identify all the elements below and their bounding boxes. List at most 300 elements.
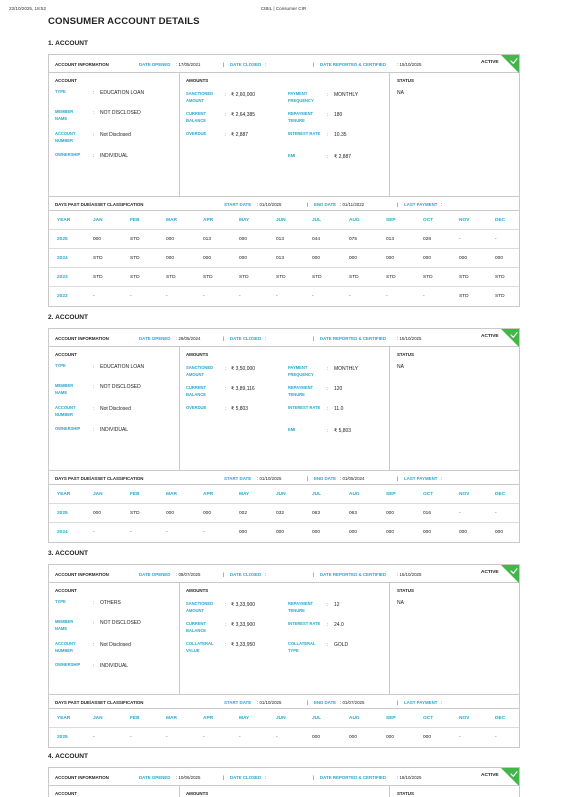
divider: | bbox=[313, 335, 315, 341]
dpd-month-label: MAR bbox=[166, 492, 177, 497]
dpd-cell: 000 bbox=[166, 511, 175, 516]
amount-label: SANCTIONED AMOUNT bbox=[186, 91, 214, 104]
dpd-cell: 032 bbox=[276, 511, 285, 516]
dpd-title: DAYS PAST DUE/ASSET CLASSIFICATION bbox=[55, 201, 144, 207]
account-info-bar bbox=[49, 55, 519, 73]
amount-label: REPAYMENT TENURE bbox=[288, 385, 314, 398]
dpd-title: DAYS PAST DUE/ASSET CLASSIFICATION bbox=[55, 699, 144, 705]
dpd-year: 2023 bbox=[57, 275, 68, 280]
divider: | bbox=[223, 335, 225, 341]
field-colon: : bbox=[225, 92, 227, 97]
dpd-cell: STD bbox=[203, 275, 213, 280]
amounts-column-title: AMOUNTS bbox=[186, 791, 209, 796]
amount-label: OVERDUE bbox=[186, 405, 207, 410]
dpd-header bbox=[49, 695, 519, 709]
dpd-cell: - bbox=[130, 294, 132, 299]
dpd-month-label: AUG bbox=[349, 716, 360, 721]
divider: | bbox=[223, 61, 225, 67]
type-value: EDUCATION LOAN bbox=[100, 90, 145, 96]
column-divider bbox=[389, 347, 390, 470]
amount-value: 24.0 bbox=[334, 622, 344, 628]
dpd-month-label: FEB bbox=[130, 218, 140, 223]
amount-label: OVERDUE bbox=[186, 131, 207, 136]
dpd-cell: - bbox=[166, 530, 168, 535]
dpd-month-label: SEP bbox=[386, 218, 396, 223]
dpd-cell: - bbox=[239, 735, 241, 740]
divider: | bbox=[397, 699, 399, 705]
account-number-value: Not Disclosed bbox=[100, 132, 131, 138]
dpd-month-label: NOV bbox=[459, 492, 470, 497]
dpd-cell: 000 bbox=[93, 237, 102, 242]
dpd-cell: 000 bbox=[349, 256, 358, 261]
column-divider bbox=[389, 583, 390, 694]
dpd-cell: - bbox=[312, 294, 314, 299]
field-colon: : bbox=[93, 364, 95, 369]
date-closed-label: DATE CLOSED bbox=[230, 571, 262, 577]
dpd-month-header bbox=[49, 211, 519, 230]
dpd-cell: - bbox=[276, 735, 278, 740]
dpd-cell: STD bbox=[93, 275, 103, 280]
account-section-heading: 4. ACCOUNT bbox=[48, 753, 89, 760]
dpd-cell: STD bbox=[130, 237, 140, 242]
amount-value: 10.35 bbox=[334, 132, 347, 138]
field-colon: : bbox=[93, 620, 95, 625]
dpd-cell: 000 bbox=[386, 511, 395, 516]
status-badge: ACTIVE bbox=[481, 773, 499, 778]
divider: | bbox=[397, 201, 399, 207]
amount-label: PAYMENT FREQUENCY bbox=[288, 365, 314, 378]
account-section-heading: 1. ACCOUNT bbox=[48, 40, 89, 47]
dpd-cell: 000 bbox=[239, 237, 248, 242]
dpd-month-label: DEC bbox=[495, 218, 506, 223]
date-opened-label: DATE OPENED bbox=[139, 61, 171, 67]
dpd-cell: - bbox=[276, 294, 278, 299]
active-check-icon bbox=[501, 768, 519, 786]
dpd-cell: 000 bbox=[386, 256, 395, 261]
amount-label: EMI bbox=[288, 153, 296, 158]
field-colon: : bbox=[225, 406, 227, 411]
column-divider bbox=[179, 73, 180, 196]
field-colon: : bbox=[93, 642, 95, 647]
field-colon: : bbox=[93, 600, 95, 605]
divider: | bbox=[307, 201, 309, 207]
amount-value: ₹ 5,803 bbox=[231, 406, 249, 412]
field-colon: : bbox=[225, 386, 227, 391]
date-reported-label: DATE REPORTED & CERTIFIED bbox=[320, 335, 387, 341]
account-card bbox=[48, 767, 520, 797]
amount-label: EMI bbox=[288, 427, 296, 432]
dpd-month-label: FEB bbox=[130, 716, 140, 721]
amount-value: GOLD bbox=[334, 642, 349, 648]
date-closed-value: : bbox=[265, 61, 267, 67]
date-reported-value: : 15/10/2025 bbox=[397, 571, 422, 577]
dpd-row bbox=[49, 287, 519, 306]
dpd-year: 2025 bbox=[57, 735, 68, 740]
field-colon: : bbox=[327, 602, 329, 607]
date-reported-label: DATE REPORTED & CERTIFIED bbox=[320, 571, 387, 577]
dpd-cell: 000 bbox=[349, 735, 358, 740]
dpd-cell: - bbox=[495, 511, 497, 516]
column-divider bbox=[389, 786, 390, 797]
dpd-row bbox=[49, 249, 519, 268]
amount-value: ₹ 3,33,950 bbox=[231, 642, 256, 648]
active-check-icon bbox=[501, 329, 519, 347]
field-colon: : bbox=[225, 622, 227, 627]
divider: | bbox=[223, 571, 225, 577]
member-name-value: NOT DISCLOSED bbox=[100, 620, 141, 626]
dpd-month-label: SEP bbox=[386, 716, 396, 721]
dpd-cell: 000 bbox=[166, 256, 175, 261]
dpd-header bbox=[49, 471, 519, 485]
dpd-cell: 000 bbox=[93, 511, 102, 516]
account-info-bar bbox=[49, 329, 519, 347]
field-colon: : bbox=[327, 406, 329, 411]
amount-label: COLLATERAL TYPE bbox=[288, 641, 316, 654]
dpd-cell: 075 bbox=[349, 237, 358, 242]
field-colon: : bbox=[93, 132, 95, 137]
dpd-month-label: OCT bbox=[423, 218, 434, 223]
dpd-month-label: YEAR bbox=[57, 492, 71, 497]
date-closed-label: DATE CLOSED bbox=[230, 61, 262, 67]
status-value: NA bbox=[397, 600, 404, 606]
divider: | bbox=[307, 699, 309, 705]
field-colon: : bbox=[327, 132, 329, 137]
dpd-month-label: APR bbox=[203, 492, 214, 497]
dpd-cell: 013 bbox=[276, 237, 285, 242]
dpd-cell: - bbox=[495, 237, 497, 242]
dpd-month-label: JAN bbox=[93, 492, 103, 497]
dpd-cell: - bbox=[423, 294, 425, 299]
date-reported-label: DATE REPORTED & CERTIFIED bbox=[320, 774, 387, 780]
dpd-month-label: AUG bbox=[349, 492, 360, 497]
dpd-cell: - bbox=[130, 530, 132, 535]
dpd-cell: 063 bbox=[312, 511, 321, 516]
end-date-value: : 01/05/2024 bbox=[340, 475, 365, 481]
account-section-heading: 3. ACCOUNT bbox=[48, 550, 89, 557]
dpd-cell: 000 bbox=[203, 511, 212, 516]
account-number-label: ACCOUNT NUMBER bbox=[55, 405, 76, 418]
dpd-cell: STD bbox=[130, 511, 140, 516]
end-date-value: : 01/07/2025 bbox=[340, 699, 365, 705]
dpd-cell: - bbox=[349, 294, 351, 299]
dpd-month-label: APR bbox=[203, 218, 214, 223]
type-label: TYPE bbox=[55, 89, 66, 94]
dpd-month-label: APR bbox=[203, 716, 214, 721]
dpd-month-label: MAR bbox=[166, 716, 177, 721]
last-payment-label: LAST PAYMENT bbox=[404, 201, 438, 207]
dpd-month-label: JUL bbox=[312, 492, 322, 497]
date-opened-value: : 10/06/2025 bbox=[176, 774, 201, 780]
divider: | bbox=[313, 774, 315, 780]
start-date-value: : 01/10/2025 bbox=[257, 201, 282, 207]
dpd-cell: STD bbox=[93, 256, 103, 261]
dpd-cell: STD bbox=[495, 275, 505, 280]
active-check-icon bbox=[501, 55, 519, 73]
dpd-row bbox=[49, 728, 519, 747]
amount-label: CURRENT BALANCE bbox=[186, 385, 207, 398]
dpd-month-label: SEP bbox=[386, 492, 396, 497]
dpd-month-label: JUL bbox=[312, 716, 322, 721]
field-colon: : bbox=[93, 110, 95, 115]
dpd-cell: 000 bbox=[239, 256, 248, 261]
date-opened-label: DATE OPENED bbox=[139, 335, 171, 341]
active-check-icon bbox=[501, 565, 519, 583]
page-title: CONSUMER ACCOUNT DETAILS bbox=[48, 16, 200, 27]
amount-value: ₹ 2,887 bbox=[334, 154, 352, 160]
dpd-month-header bbox=[49, 709, 519, 728]
status-value: NA bbox=[397, 364, 404, 370]
dpd-cell: - bbox=[386, 294, 388, 299]
amount-label: REPAYMENT TENURE bbox=[288, 111, 314, 124]
print-header bbox=[9, 6, 558, 14]
last-payment-label: LAST PAYMENT bbox=[404, 475, 438, 481]
column-divider bbox=[179, 583, 180, 694]
date-opened-label: DATE OPENED bbox=[139, 571, 171, 577]
dpd-month-label: OCT bbox=[423, 492, 434, 497]
dpd-cell: 000 bbox=[423, 530, 432, 535]
dpd-title: DAYS PAST DUE/ASSET CLASSIFICATION bbox=[55, 475, 144, 481]
start-date-label: START DATE bbox=[224, 475, 252, 481]
dpd-cell: STD bbox=[459, 275, 469, 280]
account-information-label: ACCOUNT INFORMATION bbox=[55, 61, 109, 67]
amounts-column-title: AMOUNTS bbox=[186, 588, 209, 593]
dpd-cell: 000 bbox=[423, 735, 432, 740]
start-date-label: START DATE bbox=[224, 699, 252, 705]
dpd-cell: 000 bbox=[386, 530, 395, 535]
status-value: NA bbox=[397, 90, 404, 96]
field-colon: : bbox=[93, 384, 95, 389]
dpd-header bbox=[49, 197, 519, 211]
dpd-cell: - bbox=[459, 735, 461, 740]
amount-value: ₹ 2,887 bbox=[231, 132, 249, 138]
dpd-cell: 000 bbox=[495, 530, 504, 535]
dpd-cell: 044 bbox=[312, 237, 321, 242]
dpd-cell: 000 bbox=[423, 256, 432, 261]
dpd-cell: 002 bbox=[239, 511, 248, 516]
status-badge: ACTIVE bbox=[481, 60, 499, 65]
dpd-cell: STD bbox=[239, 275, 249, 280]
dpd-row bbox=[49, 523, 519, 542]
field-colon: : bbox=[225, 602, 227, 607]
account-information-label: ACCOUNT INFORMATION bbox=[55, 774, 109, 780]
dpd-cell: STD bbox=[166, 275, 176, 280]
dpd-cell: - bbox=[495, 735, 497, 740]
dpd-cell: STD bbox=[386, 275, 396, 280]
member-name-label: MEMBER NAME bbox=[55, 383, 74, 396]
dpd-month-label: FEB bbox=[130, 492, 140, 497]
dpd-month-label: JUN bbox=[276, 218, 286, 223]
last-payment-value: : bbox=[441, 699, 443, 705]
dpd-month-label: JUL bbox=[312, 218, 322, 223]
start-date-value: : 01/10/2025 bbox=[257, 699, 282, 705]
dpd-cell: STD bbox=[312, 275, 322, 280]
amount-label: CURRENT BALANCE bbox=[186, 111, 207, 124]
dpd-cell: STD bbox=[495, 294, 505, 299]
ownership-value: INDIVIDUAL bbox=[100, 427, 129, 433]
dpd-cell: 000 bbox=[312, 530, 321, 535]
dpd-month-label: YEAR bbox=[57, 716, 71, 721]
dpd-cell: 028 bbox=[423, 237, 432, 242]
dpd-cell: - bbox=[459, 511, 461, 516]
dpd-month-label: DEC bbox=[495, 716, 506, 721]
print-page-title: CIBIL | Consumer CIR bbox=[260, 6, 307, 11]
amount-value: ₹ 3,33,900 bbox=[231, 602, 256, 608]
account-details bbox=[49, 347, 519, 471]
column-divider bbox=[179, 786, 180, 797]
account-details bbox=[49, 786, 519, 797]
dpd-cell: 000 bbox=[312, 256, 321, 261]
date-closed-value: : bbox=[265, 571, 267, 577]
dpd-cell: 013 bbox=[203, 237, 212, 242]
amount-value: 180 bbox=[334, 112, 343, 118]
dpd-month-label: MAY bbox=[239, 218, 250, 223]
print-timestamp: 23/10/2025, 18:52 bbox=[9, 6, 47, 11]
amount-label: SANCTIONED AMOUNT bbox=[186, 365, 214, 378]
dpd-month-label: NOV bbox=[459, 716, 470, 721]
dpd-cell: STD bbox=[130, 275, 140, 280]
dpd-cell: 000 bbox=[495, 256, 504, 261]
dpd-cell: - bbox=[93, 735, 95, 740]
amount-label: CURRENT BALANCE bbox=[186, 621, 207, 634]
dpd-cell: 000 bbox=[239, 530, 248, 535]
amount-value: ₹ 3,89,116 bbox=[231, 386, 255, 392]
divider: | bbox=[313, 571, 315, 577]
last-payment-label: LAST PAYMENT bbox=[404, 699, 438, 705]
member-name-value: NOT DISCLOSED bbox=[100, 384, 141, 390]
amount-value: MONTHLY bbox=[334, 92, 359, 98]
field-colon: : bbox=[327, 386, 329, 391]
status-badge: ACTIVE bbox=[481, 334, 499, 339]
dpd-cell: 000 bbox=[459, 256, 468, 261]
amount-value: 11.0 bbox=[334, 406, 344, 412]
last-payment-value: : bbox=[441, 201, 443, 207]
dpd-month-label: MAY bbox=[239, 492, 250, 497]
amount-value: MONTHLY bbox=[334, 366, 359, 372]
type-label: TYPE bbox=[55, 599, 66, 604]
account-card bbox=[48, 564, 520, 748]
dpd-year: 2024 bbox=[57, 256, 68, 261]
amount-value: ₹ 2,60,000 bbox=[231, 92, 256, 98]
ownership-label: OWNERSHIP bbox=[55, 152, 81, 157]
end-date-label: END DATE bbox=[314, 201, 337, 207]
field-colon: : bbox=[93, 406, 95, 411]
field-colon: : bbox=[225, 366, 227, 371]
field-colon: : bbox=[225, 112, 227, 117]
dpd-cell: 000 bbox=[312, 735, 321, 740]
field-colon: : bbox=[225, 642, 227, 647]
end-date-label: END DATE bbox=[314, 699, 337, 705]
dpd-month-label: JUN bbox=[276, 492, 286, 497]
dpd-cell: 000 bbox=[203, 256, 212, 261]
dpd-cell: - bbox=[93, 294, 95, 299]
amounts-column-title: AMOUNTS bbox=[186, 78, 209, 83]
amount-label: COLLATERAL VALUE bbox=[186, 641, 214, 654]
status-column-title: STATUS bbox=[397, 78, 414, 83]
dpd-cell: 000 bbox=[459, 530, 468, 535]
field-colon: : bbox=[93, 427, 95, 432]
dpd-cell: - bbox=[93, 530, 95, 535]
dpd-month-label: AUG bbox=[349, 218, 360, 223]
dpd-year: 2022 bbox=[57, 294, 68, 299]
type-label: TYPE bbox=[55, 363, 66, 368]
account-info-bar bbox=[49, 768, 519, 786]
dpd-cell: STD bbox=[423, 275, 433, 280]
start-date-label: START DATE bbox=[224, 201, 252, 207]
dpd-row bbox=[49, 230, 519, 249]
field-colon: : bbox=[327, 112, 329, 117]
dpd-cell: - bbox=[203, 530, 205, 535]
dpd-year: 2025 bbox=[57, 511, 68, 516]
account-card bbox=[48, 54, 520, 307]
status-column-title: STATUS bbox=[397, 791, 414, 796]
status-column-title: STATUS bbox=[397, 352, 414, 357]
amount-value: ₹ 3,50,000 bbox=[231, 366, 256, 372]
divider: | bbox=[223, 774, 225, 780]
dpd-month-label: YEAR bbox=[57, 218, 71, 223]
field-colon: : bbox=[225, 132, 227, 137]
divider: | bbox=[397, 475, 399, 481]
dpd-month-label: MAR bbox=[166, 218, 177, 223]
status-badge: ACTIVE bbox=[481, 570, 499, 575]
field-colon: : bbox=[327, 366, 329, 371]
dpd-cell: - bbox=[166, 735, 168, 740]
ownership-value: INDIVIDUAL bbox=[100, 153, 129, 159]
dpd-year: 2024 bbox=[57, 530, 68, 535]
dpd-month-label: JUN bbox=[276, 716, 286, 721]
date-opened-value: : 08/07/2025 bbox=[176, 571, 201, 577]
member-name-value: NOT DISCLOSED bbox=[100, 110, 141, 116]
dpd-cell: STD bbox=[459, 294, 469, 299]
account-section-heading: 2. ACCOUNT bbox=[48, 314, 89, 321]
divider: | bbox=[307, 475, 309, 481]
account-info-bar bbox=[49, 565, 519, 583]
dpd-month-label: JAN bbox=[93, 716, 103, 721]
dpd-cell: STD bbox=[276, 275, 286, 280]
account-details bbox=[49, 583, 519, 695]
date-opened-value: : 29/05/2024 bbox=[176, 335, 201, 341]
ownership-value: INDIVIDUAL bbox=[100, 663, 129, 669]
status-column-title: STATUS bbox=[397, 588, 414, 593]
field-colon: : bbox=[327, 154, 329, 159]
amount-label: PAYMENT FREQUENCY bbox=[288, 91, 314, 104]
amount-label: INTEREST RATE bbox=[288, 405, 321, 410]
amount-label: REPAYMENT TENURE bbox=[288, 601, 314, 614]
date-closed-label: DATE CLOSED bbox=[230, 335, 262, 341]
field-colon: : bbox=[327, 642, 329, 647]
dpd-month-label: DEC bbox=[495, 492, 506, 497]
account-information-label: ACCOUNT INFORMATION bbox=[55, 571, 109, 577]
member-name-label: MEMBER NAME bbox=[55, 109, 74, 122]
dpd-cell: - bbox=[130, 735, 132, 740]
dpd-cell: 000 bbox=[166, 237, 175, 242]
end-date-label: END DATE bbox=[314, 475, 337, 481]
dpd-cell: 000 bbox=[386, 735, 395, 740]
dpd-cell: 013 bbox=[386, 237, 395, 242]
date-reported-label: DATE REPORTED & CERTIFIED bbox=[320, 61, 387, 67]
field-colon: : bbox=[327, 622, 329, 627]
field-colon: : bbox=[93, 153, 95, 158]
dpd-year: 2025 bbox=[57, 237, 68, 242]
ownership-label: OWNERSHIP bbox=[55, 426, 81, 431]
dpd-month-label: JAN bbox=[93, 218, 103, 223]
date-opened-label: DATE OPENED bbox=[139, 774, 171, 780]
dpd-cell: - bbox=[203, 735, 205, 740]
dpd-month-label: OCT bbox=[423, 716, 434, 721]
dpd-cell: 063 bbox=[349, 511, 358, 516]
divider: | bbox=[313, 61, 315, 67]
account-number-value: Not Disclosed bbox=[100, 406, 131, 412]
dpd-row bbox=[49, 504, 519, 523]
